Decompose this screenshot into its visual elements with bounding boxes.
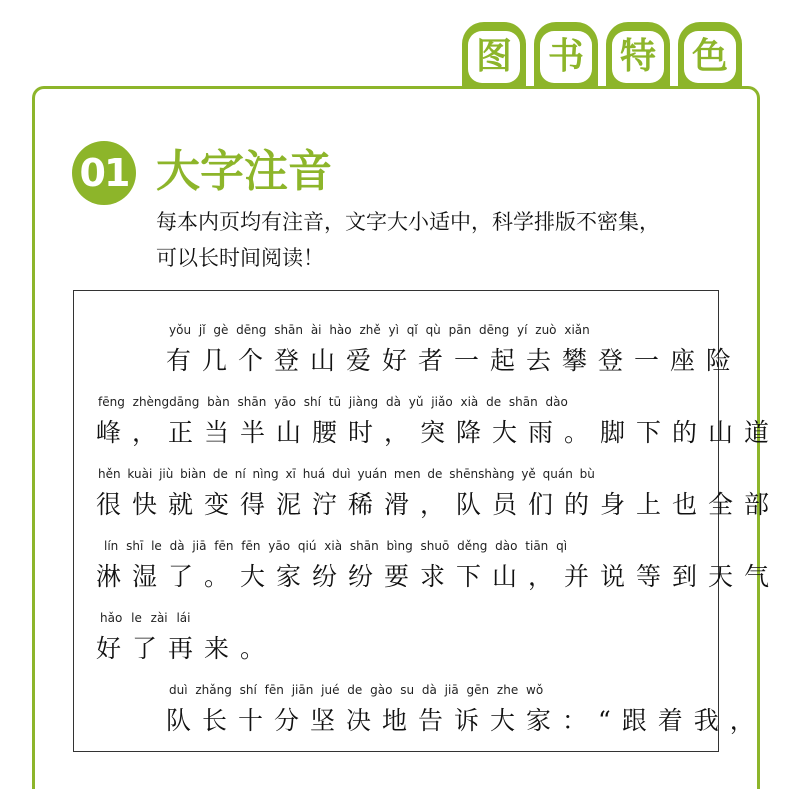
tab-shu [534,22,598,92]
text-line [74,539,781,599]
tab-tu [462,22,526,92]
feature-number-badge: 01 [72,141,136,205]
tab-se [678,22,742,92]
pinyin-row: lín shī le dà jiā fēn fēn yāo qiú xià shān bìng shuō děng dào tiān qì [104,539,568,553]
tab-label: 图 [468,31,520,83]
hanzi-row: 好了再来。 [96,634,277,663]
pinyin-row: hǎo le zài lái [100,611,191,625]
hanzi-row: 队长十分坚决地告诉大家：“跟着我， [166,706,766,735]
tab-label: 书 [540,31,592,83]
feature-tabs [462,22,742,88]
text-line [74,683,766,743]
text-line [74,467,781,527]
pinyin-row: hěn kuài jiù biàn de ní nìng xī huá duì yuán men de shēnshàng yě quán bù [98,467,595,481]
text-line [74,611,718,671]
hanzi-row: 有几个登山爱好者一起去攀登一座险 [166,346,743,375]
pinyin-row: yǒu jǐ gè dēng shān ài hào zhě yì qǐ qù pān dēng yí zuò xiǎn [169,323,590,337]
tab-label: 特 [612,31,664,83]
pinyin-row: duì zhǎng shí fēn jiān jué de gào su dà jiā gēn zhe wǒ [169,683,544,697]
description-line: 每本内页均有注音，文字大小适中，科学排版不密集， [156,210,660,234]
feature-title: 大字注音 [156,146,332,197]
text-line [74,395,781,455]
feature-description [156,204,736,276]
description-line: 可以长时间阅读！ [156,246,324,270]
pinyin-row: fēng zhèngdāng bàn shān yāo shí tū jiàng dà yǔ jiǎo xià de shān dào [98,395,568,409]
sample-page [73,290,781,752]
hanzi-row: 峰，正当半山腰时，突降大雨。脚下的山道 [96,418,781,447]
tab-label: 色 [684,31,736,83]
hanzi-row: 很快就变得泥泞稀滑，队员们的身上也全部 [96,490,781,519]
tab-te [606,22,670,92]
hanzi-row: 淋湿了。大家纷纷要求下山，并说等到天气 [96,562,781,591]
text-line [74,323,743,383]
